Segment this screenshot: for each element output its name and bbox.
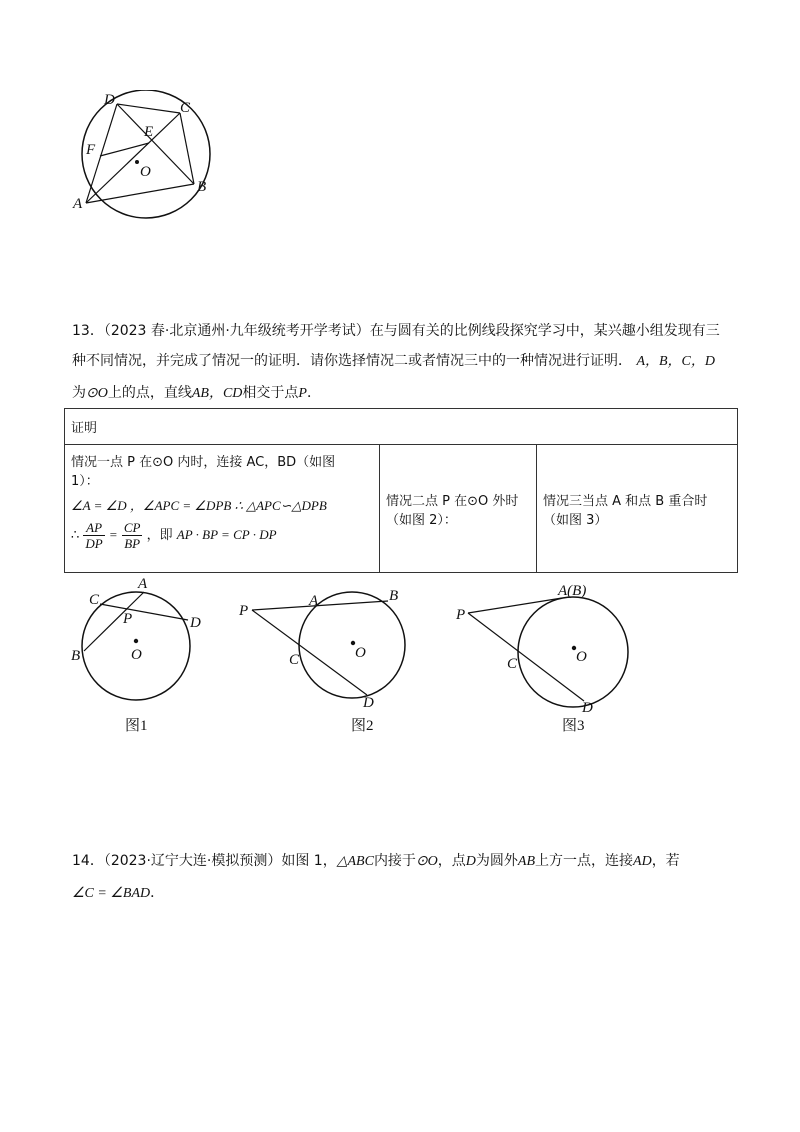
segment-DB xyxy=(117,104,194,184)
case2-line2: （如图 2）： xyxy=(386,512,457,528)
angle-equation: ∠C = ∠BAD xyxy=(72,886,151,901)
center-dot xyxy=(135,160,139,164)
proof-header: 证明 xyxy=(65,409,738,445)
q14-number: 14． xyxy=(72,853,104,869)
case3-cell xyxy=(537,445,738,573)
circle-O-symbol: ⊙O xyxy=(86,386,108,401)
triangle-ABC: △ABC xyxy=(336,854,374,869)
case1-line1: 情况一点 P 在⊙O 内时，连接 AC，BD（如图 xyxy=(71,455,336,470)
q13-line2-text: 种不同情况，并完成了情况一的证明．请你选择情况二或者情况三中的一种情况进行证明． xyxy=(72,353,632,369)
case2-cell xyxy=(380,445,537,573)
frac2-denominator: BP xyxy=(124,536,141,551)
q13-line3-mid: 上的点，直线 xyxy=(107,385,192,401)
fig1-label-O: O xyxy=(131,647,142,663)
label-D: D xyxy=(104,92,115,108)
q14-text-b: 内接于 xyxy=(373,853,416,869)
q13-line3 xyxy=(72,382,321,402)
segment-DC xyxy=(117,104,180,113)
fig2-label-O: O xyxy=(355,645,366,661)
frac2-numerator: CP xyxy=(123,520,141,535)
segment-CB xyxy=(180,113,194,184)
q13-line3-pre: 为 xyxy=(72,385,86,401)
fig2-label-P: P xyxy=(239,603,249,619)
case3-line2: （如图 3） xyxy=(543,512,608,528)
fig1-label-C: C xyxy=(89,592,100,608)
fig2-label-B: B xyxy=(389,588,399,604)
fig1-center-dot xyxy=(134,639,138,643)
fig1-label-D: D xyxy=(190,615,201,631)
fig3-label-P: P xyxy=(456,607,466,623)
figure-2 xyxy=(235,585,420,710)
fig3-label-O: O xyxy=(576,649,587,665)
fig2-label-C: C xyxy=(289,652,300,668)
case1-result: AP · BP = CP · DP xyxy=(176,527,277,542)
circle-O: ⊙O xyxy=(415,854,438,869)
fig3-tangent-line xyxy=(468,598,562,613)
fig3-circle xyxy=(518,597,628,707)
q13-line2 xyxy=(72,350,715,370)
fig3-label-C: C xyxy=(507,656,518,672)
label-B: B xyxy=(197,179,207,195)
q14-text-a: 如图 1， xyxy=(281,853,337,869)
q13-lines: AB，CD xyxy=(191,386,243,401)
q13-line3-end: ． xyxy=(306,385,321,401)
fig2-caption: 图2 xyxy=(351,718,374,734)
q14-line1 xyxy=(72,850,680,870)
q14-line2 xyxy=(72,882,164,902)
q14-text-d: 为圆外 xyxy=(475,853,518,869)
fig2-label-A: A xyxy=(309,593,319,609)
fig2-label-D: D xyxy=(363,695,374,710)
fig1-circle xyxy=(82,592,190,700)
fraction-CP-BP xyxy=(122,520,143,551)
case3-line1: 情况三当点 A 和点 B 重合时 xyxy=(543,493,708,509)
segment-AB-text: AB xyxy=(517,854,536,869)
q14-text-c: ，点 xyxy=(437,853,466,869)
q14-text-f: ，若 xyxy=(651,853,680,869)
fig3-line-PD xyxy=(468,613,584,701)
q13-line1 xyxy=(72,320,720,340)
figure-3 xyxy=(455,580,645,715)
label-E: E xyxy=(144,124,154,140)
top-geometry-figure xyxy=(70,90,220,220)
fig3-label-D: D xyxy=(582,700,593,715)
q14-text-e: 上方一点，连接 xyxy=(535,853,634,869)
fig1-label-B: B xyxy=(71,648,81,664)
case2-line1: 情况二点 P 在⊙O 外时 xyxy=(386,493,519,509)
q13-source: （2023 春·北京通州·九年级统考开学考试） xyxy=(103,323,370,339)
fig3-label-AB: A(B) xyxy=(558,583,587,599)
case1-line2: ∠A = ∠D ，∠APC = ∠DPB ∴ △APC∽△DPB xyxy=(71,498,327,513)
segment-AD-text: AD xyxy=(633,854,652,869)
fig1-label-P: P xyxy=(123,611,133,627)
fig3-caption: 图3 xyxy=(562,718,585,734)
label-A: A xyxy=(73,196,83,212)
frac1-numerator: AP xyxy=(83,520,104,536)
fig1-caption: 图1 xyxy=(125,718,148,734)
frac1-denominator: DP xyxy=(85,536,103,551)
q13-number: 13． xyxy=(72,323,104,339)
therefore-symbol: ∴ xyxy=(71,528,80,543)
case1-cell xyxy=(65,445,380,573)
case1-line1b: 1）： xyxy=(71,474,99,489)
label-O: O xyxy=(140,164,151,180)
q13-line3-mid2: 相交于点 xyxy=(242,385,299,401)
fig1-label-A: A xyxy=(138,576,148,592)
q14-line2-end: ． xyxy=(150,885,165,901)
fig1-line-CD xyxy=(100,604,188,620)
point-D: D xyxy=(465,854,476,869)
fig2-line-PD xyxy=(252,610,367,695)
case1-line3: ∴ $\frac{AP}{DP}$ = $\frac{CP}{BP}$ ，即 AP · BP = CP · DP xyxy=(71,520,277,551)
q13-points: A，B，C，D xyxy=(636,354,716,369)
q13-line1-text: 在与圆有关的比例线段探究学习中，某兴趣小组发现有三 xyxy=(369,323,720,339)
case1-tail: ，即 xyxy=(146,528,173,543)
fraction-AP-DP xyxy=(83,520,104,551)
proof-table xyxy=(64,408,738,573)
figure-1 xyxy=(65,575,215,705)
label-F: F xyxy=(86,142,96,158)
q13-point-P: P xyxy=(298,386,307,401)
label-C: C xyxy=(180,100,191,116)
q14-source: （2023·辽宁大连·模拟预测） xyxy=(103,853,282,869)
